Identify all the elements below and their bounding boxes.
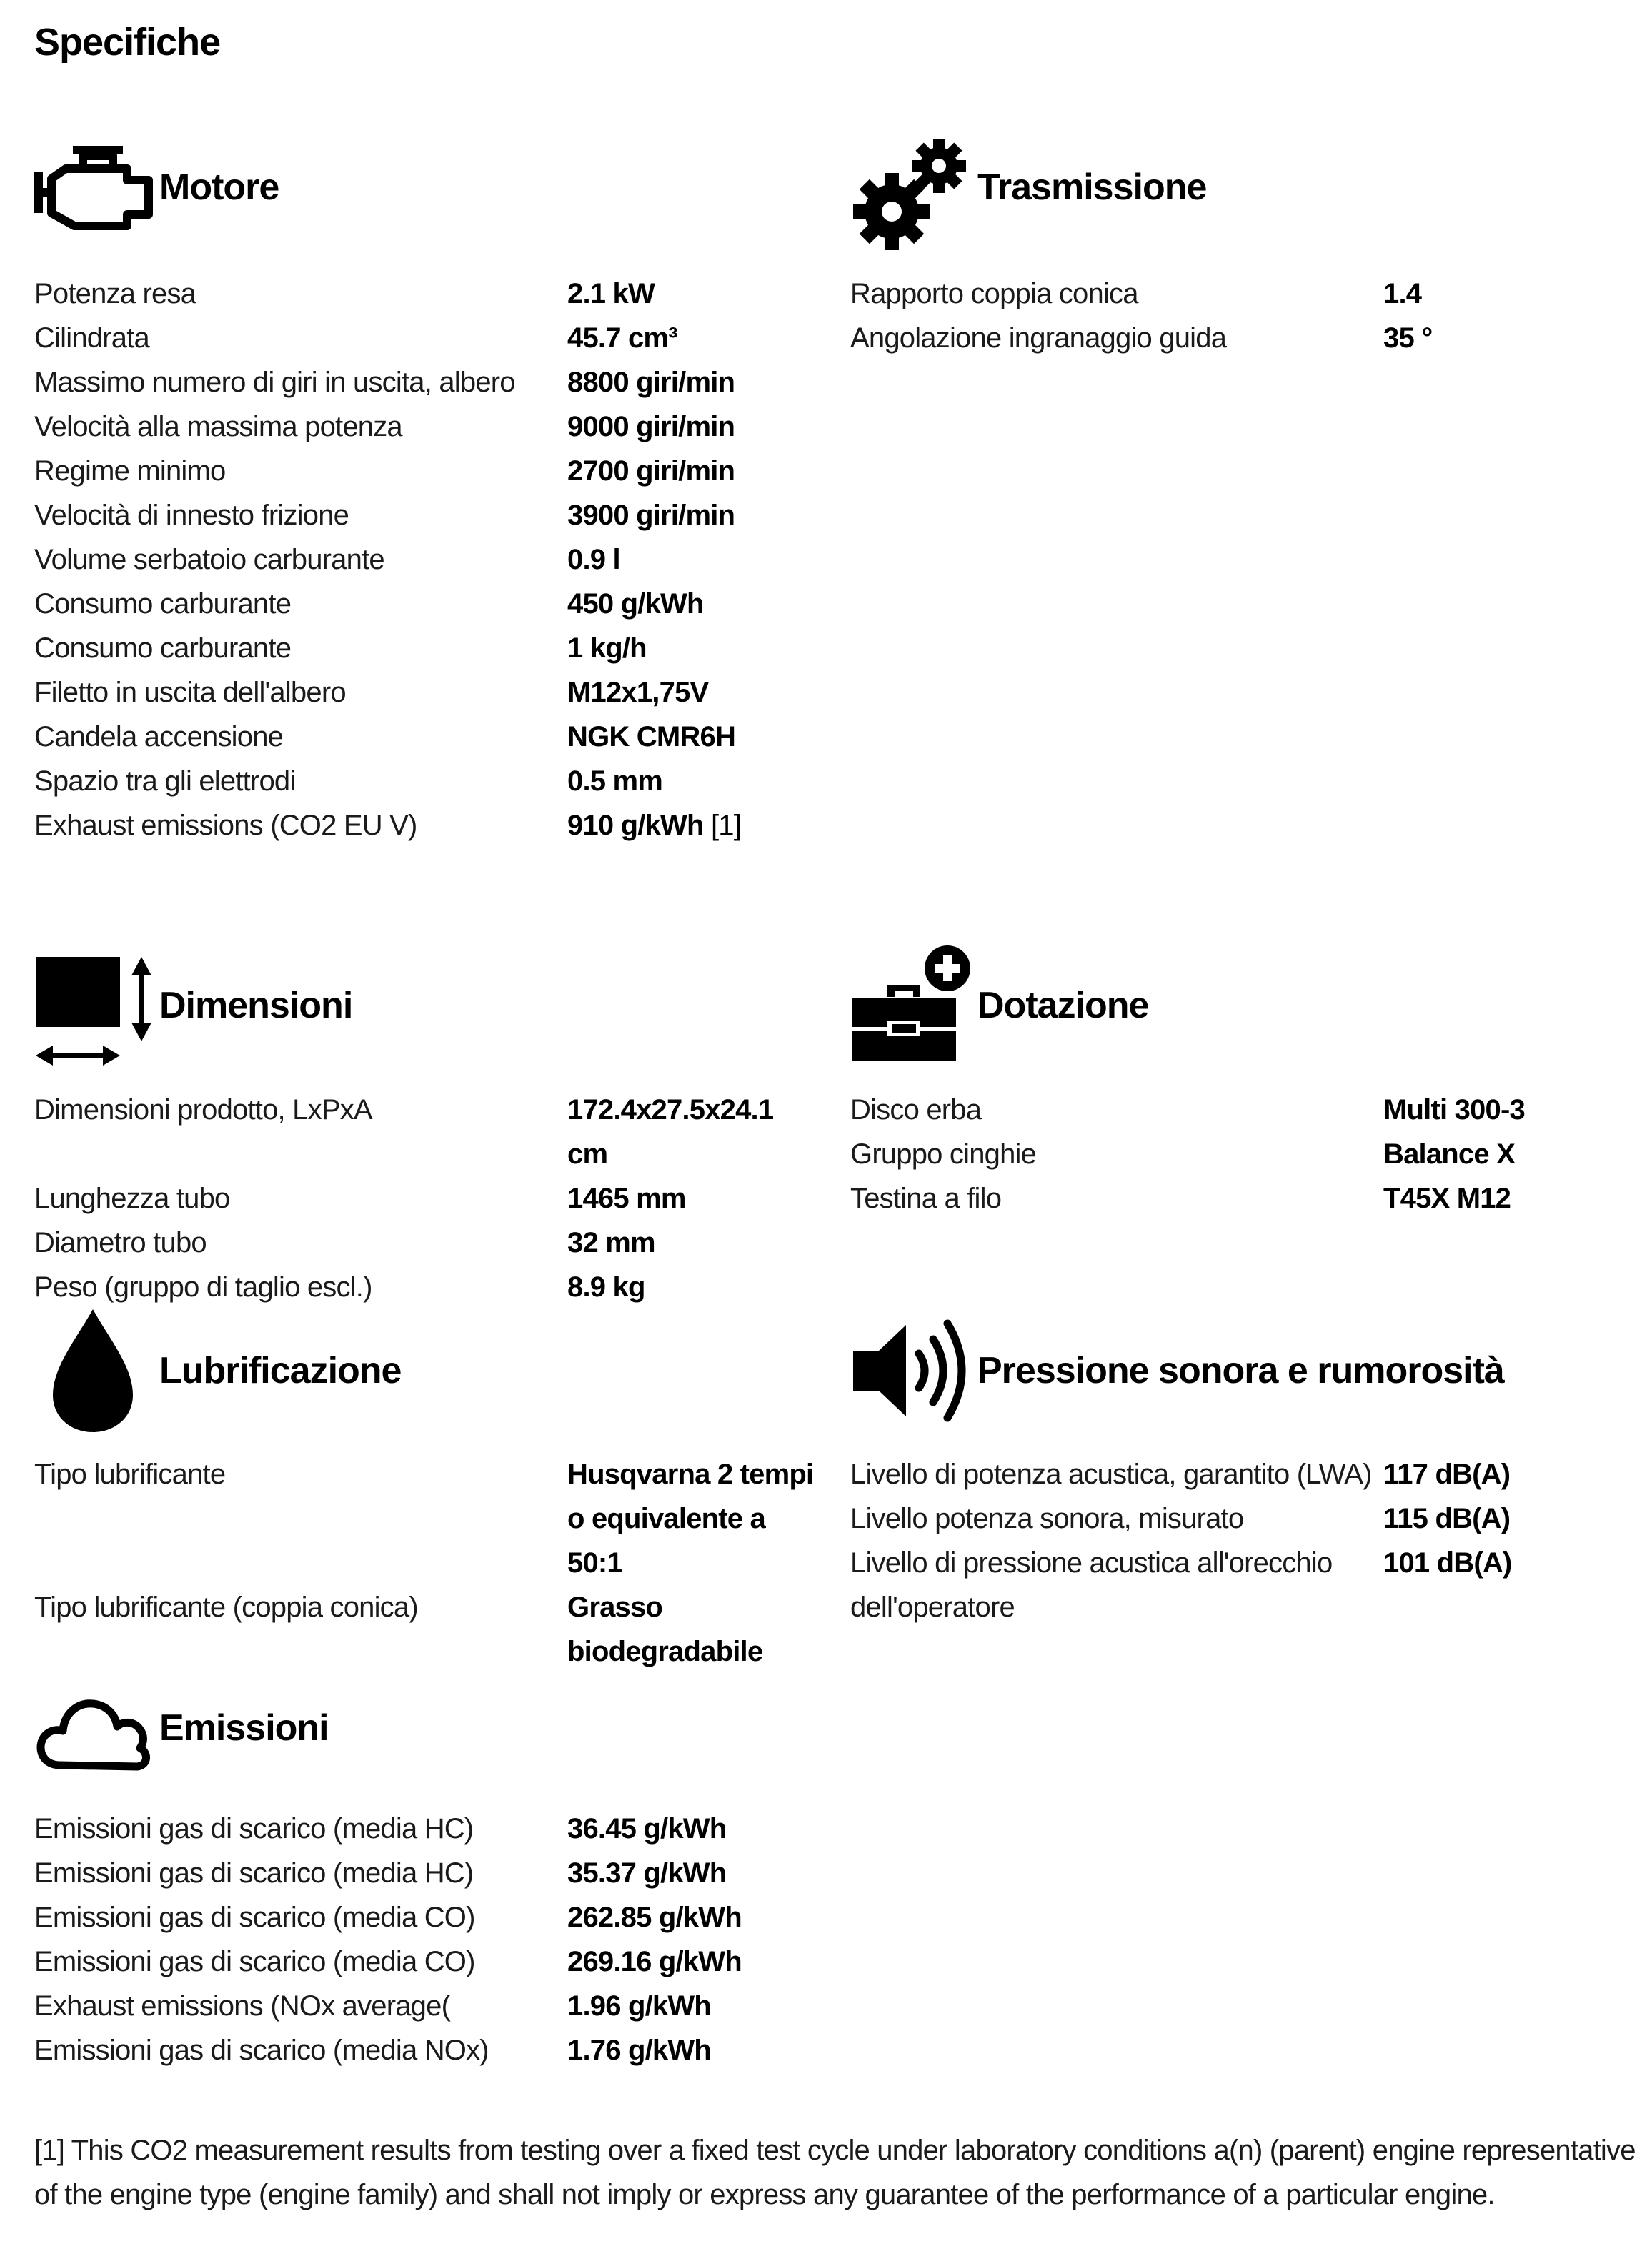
spec-label: Testina a filo [850, 1183, 1002, 1214]
spec-label: Filetto in uscita dell'albero [34, 677, 346, 708]
spec-value [567, 1221, 810, 1265]
spec-value [567, 2028, 810, 2072]
spec-row [34, 272, 803, 316]
spec-value [567, 803, 803, 848]
spec-row [34, 1895, 810, 1940]
spec-value-text: 35.37 g/kWh [567, 1857, 727, 1889]
spec-row [34, 626, 803, 670]
spec-row [34, 404, 803, 449]
spec-label: Gruppo cinghie [850, 1138, 1037, 1170]
spec-row [34, 1088, 810, 1176]
spec-table [34, 1088, 810, 1309]
spec-label: Massimo numero di giri in uscita, albero [34, 367, 515, 398]
spec-label: Livello di pressione acustica all'orecchio dell'operatore [850, 1547, 1333, 1623]
spec-value-text: Husqvarna 2 tempi o equivalente a 50:1 [567, 1459, 814, 1579]
spec-value [567, 715, 803, 759]
footnote: [1] This CO2 measurement results from testing over a fixed test cycle under laboratory conditions a(n) (parent) engine representative of the engine type (engine family) and shall not imply or express any guarantee of the performance of a particular engine. [34, 2135, 1636, 2210]
section-header [34, 129, 820, 272]
spec-label: Consumo carburante [34, 588, 292, 620]
section-header [850, 1309, 1636, 1452]
spec-value [1383, 272, 1619, 316]
section-header [34, 1667, 820, 1809]
spec-label: Spazio tra gli elettrodi [34, 765, 296, 797]
section-emissioni [34, 1667, 820, 2066]
spec-value [567, 1265, 810, 1309]
spec-table [850, 1452, 1619, 1629]
spec-label: Cilindrata [34, 322, 149, 354]
spec-value-text: 1 kg/h [567, 632, 647, 664]
spec-value [567, 1452, 817, 1585]
spec-label: Velocità alla massima potenza [34, 411, 402, 442]
spec-row [34, 537, 803, 582]
spec-value-text: 2.1 kW [567, 278, 655, 309]
spec-row [34, 449, 803, 493]
spec-row [34, 1265, 810, 1309]
spec-label: Disco erba [850, 1094, 982, 1126]
spec-value [1383, 1496, 1619, 1541]
section-title: Dimensioni [159, 985, 353, 1026]
spec-value-text: 35 ° [1383, 322, 1433, 354]
spec-label: Candela accensione [34, 721, 284, 753]
spec-label: Consumo carburante [34, 632, 292, 664]
spec-value-text: 101 dB(A) [1383, 1547, 1512, 1579]
spec-label: Rapporto coppia conica [850, 278, 1138, 309]
spec-value-text: 3900 giri/min [567, 500, 735, 531]
spec-value-text: 450 g/kWh [567, 588, 704, 620]
spec-label: Emissioni gas di scarico (media HC) [34, 1857, 474, 1889]
spec-row [34, 360, 803, 404]
spec-value-text: 9000 giri/min [567, 411, 735, 442]
section-title: Dotazione [977, 985, 1149, 1026]
spec-row [34, 715, 803, 759]
section-dotazione [850, 947, 1636, 1214]
spec-value-text: 910 g/kWh [567, 810, 704, 841]
spec-value-text: 0.5 mm [567, 765, 663, 797]
spec-value-text: M12x1,75V [567, 677, 709, 708]
spec-value [1383, 1088, 1619, 1132]
spec-value [567, 1585, 817, 1674]
spec-label: Volume serbatoio carburante [34, 544, 384, 575]
spec-label: Velocità di innesto frizione [34, 500, 349, 531]
spec-label: Emissioni gas di scarico (media HC) [34, 1813, 474, 1845]
spec-value-text: NGK CMR6H [567, 721, 736, 753]
spec-value [1383, 316, 1619, 360]
section-header [34, 1309, 820, 1452]
spec-row [34, 1851, 810, 1895]
spec-label: Emissioni gas di scarico (media CO) [34, 1902, 475, 1933]
footnote-reference: [1] [703, 810, 742, 841]
section-pressione [850, 1309, 1636, 1623]
spec-value-text: 8800 giri/min [567, 367, 735, 398]
spec-value [567, 1984, 810, 2028]
section-title: Trasmissione [977, 167, 1207, 208]
spec-label: Exhaust emissions (CO2 EU V) [34, 810, 417, 841]
spec-row [34, 1452, 817, 1585]
spec-row [34, 316, 803, 360]
section-title: Emissioni [159, 1707, 329, 1749]
spec-label: Emissioni gas di scarico (media CO) [34, 1946, 475, 1977]
spec-value-text: T45X M12 [1383, 1183, 1511, 1214]
section-header [34, 947, 820, 1090]
spec-label: Livello potenza sonora, misurato [850, 1503, 1244, 1534]
spec-value-text: 262.85 g/kWh [567, 1902, 742, 1933]
spec-row [34, 493, 803, 537]
dimensions-icon [34, 954, 156, 1068]
spec-label: Emissioni gas di scarico (media NOx) [34, 2035, 489, 2066]
gears-icon [850, 134, 972, 256]
spec-value [567, 493, 803, 537]
spec-value-text: Multi 300-3 [1383, 1094, 1525, 1126]
spec-value [567, 404, 803, 449]
section-header [850, 129, 1636, 272]
spec-value-text: 1.76 g/kWh [567, 2035, 711, 2066]
spec-value [567, 1895, 810, 1940]
section-dimensioni [34, 947, 820, 1303]
spec-value [567, 360, 803, 404]
section-title: Lubrificazione [159, 1350, 402, 1391]
spec-value-text: 2700 giri/min [567, 455, 735, 487]
spec-label: Tipo lubrificante (coppia conica) [34, 1592, 418, 1623]
cloud-icon [34, 1681, 156, 1781]
spec-row [34, 1176, 810, 1221]
spec-value-text: 0.9 l [567, 544, 620, 575]
spec-row [850, 1496, 1619, 1541]
section-header [850, 947, 1636, 1090]
spec-label: Livello di potenza acustica, garantito (LWA) [850, 1459, 1372, 1490]
spec-value [1383, 1541, 1619, 1629]
spec-label: Peso (gruppo di taglio escl.) [34, 1271, 372, 1303]
oil-drop-icon [34, 1306, 156, 1435]
spec-label: Tipo lubrificante [34, 1459, 226, 1490]
spec-row [850, 1132, 1619, 1176]
spec-table [850, 272, 1619, 360]
spec-row [34, 1585, 817, 1674]
spec-row [34, 2028, 810, 2072]
spec-value [567, 1940, 810, 1984]
spec-value [567, 316, 803, 360]
engine-icon [34, 144, 156, 237]
spec-value [567, 626, 803, 670]
spec-label: Dimensioni prodotto, LxPxA [34, 1094, 372, 1126]
spec-row [34, 803, 803, 848]
section-title: Pressione sonora e rumorosità [977, 1350, 1504, 1391]
spec-value-text: 172.4x27.5x24.1 cm [567, 1094, 774, 1170]
spec-row [850, 316, 1619, 360]
spec-value-text: 1465 mm [567, 1183, 686, 1214]
section-title: Motore [159, 167, 279, 208]
spec-value [567, 1088, 810, 1176]
spec-value-text: 1.4 [1383, 278, 1422, 309]
spec-value-text: 36.45 g/kWh [567, 1813, 727, 1845]
spec-value [567, 1807, 810, 1851]
spec-value-text: 32 mm [567, 1227, 655, 1258]
spec-table [34, 1452, 817, 1674]
spec-value [567, 670, 803, 715]
speaker-sound-icon [850, 1314, 972, 1428]
spec-value [567, 272, 803, 316]
spec-row [34, 1807, 810, 1851]
spec-value-text: 269.16 g/kWh [567, 1946, 742, 1977]
spec-row [34, 582, 803, 626]
spec-label: Angolazione ingranaggio guida [850, 322, 1227, 354]
spec-label: Regime minimo [34, 455, 226, 487]
spec-table [34, 272, 803, 848]
spec-row [34, 1984, 810, 2028]
spec-label: Lunghezza tubo [34, 1183, 230, 1214]
spec-value [1383, 1132, 1619, 1176]
spec-value-text: 115 dB(A) [1383, 1503, 1511, 1534]
spec-value [567, 759, 803, 803]
spec-table [850, 1088, 1619, 1221]
spec-row [850, 1452, 1619, 1496]
section-motore [34, 129, 820, 841]
spec-value [1383, 1452, 1619, 1496]
spec-row [34, 759, 803, 803]
spec-row [850, 272, 1619, 316]
spec-value [567, 582, 803, 626]
spec-label: Exhaust emissions (NOx average( [34, 1990, 451, 2022]
spec-value-text: 117 dB(A) [1383, 1459, 1511, 1490]
spec-row [850, 1176, 1619, 1221]
spec-value [567, 1851, 810, 1895]
spec-value-text: 1.96 g/kWh [567, 1990, 711, 2022]
spec-label: Potenza resa [34, 278, 196, 309]
spec-label: Diametro tubo [34, 1227, 206, 1258]
spec-value-text: 45.7 cm³ [567, 322, 677, 354]
spec-value [567, 449, 803, 493]
spec-value [567, 1176, 810, 1221]
spec-value-text: Grasso biodegradabile [567, 1592, 763, 1667]
spec-value-text: 8.9 kg [567, 1271, 645, 1303]
section-lubrificazione [34, 1309, 820, 1667]
page-title: Specifiche [34, 21, 221, 64]
section-trasmissione [850, 129, 1636, 354]
spec-row [850, 1541, 1619, 1629]
spec-value-text: Balance X [1383, 1138, 1516, 1170]
spec-row [850, 1088, 1619, 1132]
spec-row [34, 1940, 810, 1984]
spec-row [34, 670, 803, 715]
spec-value [567, 537, 803, 582]
spec-value [1383, 1176, 1619, 1221]
spec-row [34, 1221, 810, 1265]
spec-table [34, 1807, 810, 2072]
toolbox-plus-icon [850, 944, 972, 1066]
